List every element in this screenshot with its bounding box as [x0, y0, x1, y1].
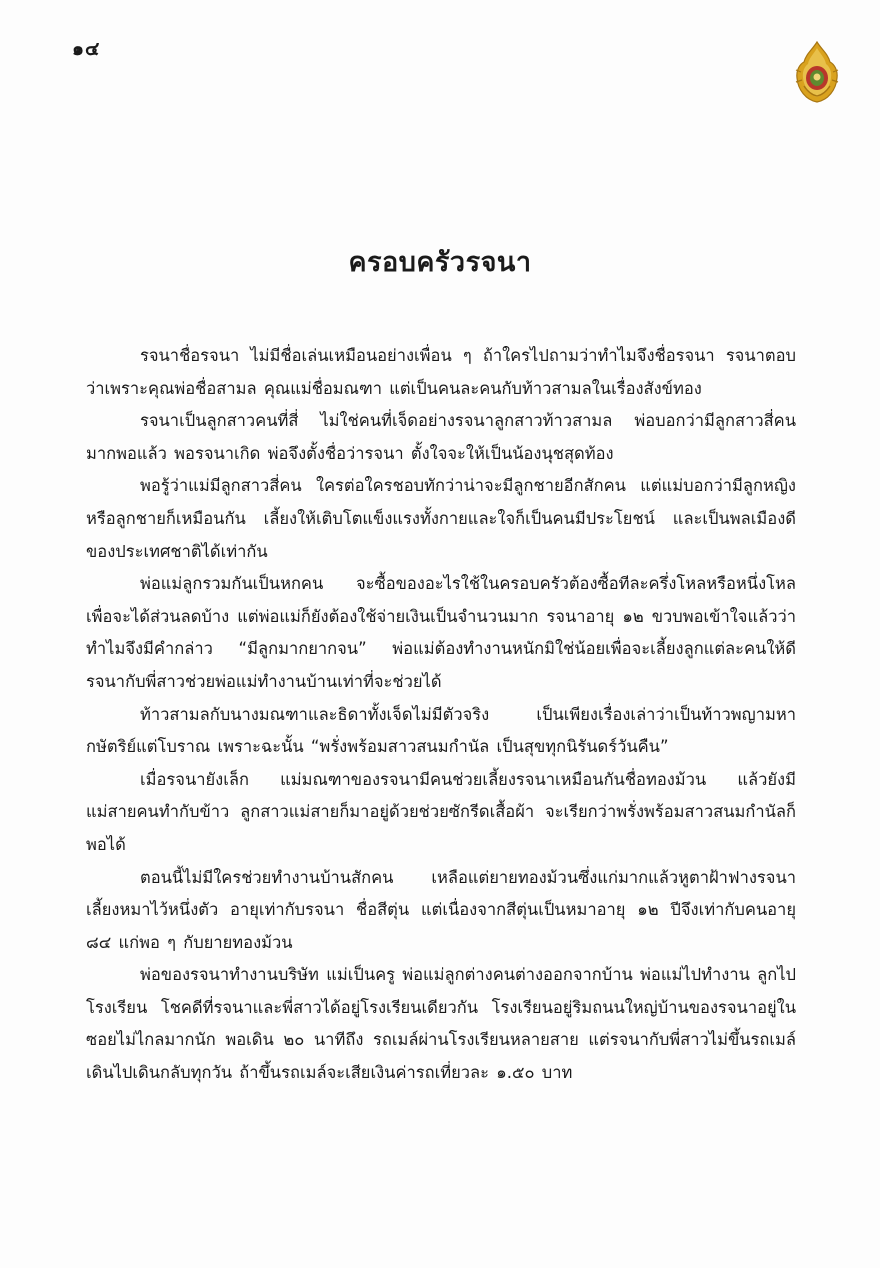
- paragraph: รจนาชื่อรจนา ไม่มีชื่อเล่นเหมือนอย่างเพื่อน ๆ ถ้าใครไปถามว่าทำไมจึงชื่อรจนา รจนาตอบว่าเพราะคุณพ่อชื่อสามล คุณแม่ชื่อมณฑา แต่เป็นคนละคนกับท้าวสามลในเรื่องสังข์ทอง: [86, 346, 796, 398]
- school-emblem-icon: [792, 40, 842, 104]
- paragraph: พ่อของรจนาทำงานบริษัท แม่เป็นครู พ่อแม่ลูกต่างคนต่างออกจากบ้าน พ่อแม่ไปทำงาน ลูกไปโรงเรียน โชคดีที่รจนาและพี่สาวได้อยู่โรงเรียนเดียวกัน โรงเรียนอยู่ริมถนนใหญ่บ้านของรจนาอยู่ในซอยไม่ไกลมากนัก พอเดิน ๒๐ นาทีถึง รถเมล์ผ่านโรงเรียนหลายสาย แต่รจนากับพี่สาวไม่ขึ้นรถเมล์ เดินไปเดินกลับทุกวัน ถ้าขึ้นรถเมล์จะเสียเงินค่ารถเที่ยวละ ๑.๕๐ บาท: [86, 965, 796, 1083]
- paragraph: เมื่อรจนายังเล็ก แม่มณฑาของรจนามีคนช่วยเลี้ยงรจนาเหมือนกันชื่อทองม้วน แล้วยังมีแม่สายคนทำกับข้าว ลูกสาวแม่สายก็มาอยู่ด้วยช่วยซักรีดเสื้อผ้า จะเรียกว่าพรั่งพร้อมสาวสนมกำนัลก็พอได้: [86, 769, 796, 854]
- page-number: ๑๔: [72, 38, 101, 60]
- body-text: [86, 340, 796, 1090]
- paragraph: ตอนนี้ไม่มีใครช่วยทำงานบ้านสักคน เหลือแต่ยายทองม้วนซึ่งแก่มากแล้วหูตาฝ้าฟางรจนาเลี้ยงหมาไว้หนึ่งตัว อายุเท่ากับรจนา ชื่อสีตุ่น แต่เนื่องจากสีตุ่นเป็นหมาอายุ ๑๒ ปีจึงเท่ากับคนอายุ ๘๔ แก่พอ ๆ กับยายทองม้วน: [86, 867, 796, 952]
- paragraph: พ่อแม่ลูกรวมกันเป็นหกคน จะซื้อของอะไรใช้ในครอบครัวต้องซื้อทีละครึ่งโหลหรือหนึ่งโหลเพื่อจะได้ส่วนลดบ้าง แต่พ่อแม่ก็ยังต้องใช้จ่ายเงินเป็นจำนวนมาก รจนาอายุ ๑๒ ขวบพอเข้าใจแล้วว่าทำไมจึงมีคำกล่าว “มีลูกมากยากจน” พ่อแม่ต้องทำงานหนักมิใช่น้อยเพื่อจะเลี้ยงลูกแต่ละคนให้ดี รจนากับพี่สาวช่วยพ่อแม่ทำงานบ้านเท่าที่จะช่วยได้: [86, 574, 796, 691]
- chapter-title: ครอบครัวรจนา: [348, 247, 532, 278]
- paragraph: ท้าวสามลกับนางมณฑาและธิดาทั้งเจ็ดไม่มีตัวจริง เป็นเพียงเรื่องเล่าว่าเป็นท้าวพญามหากษัตริย์แต่โบราณ เพราะฉะนั้น “พรั่งพร้อมสาวสนมกำนัล เป็นสุขทุกนิรันดร์วันคืน”: [86, 704, 796, 757]
- paragraph: รจนาเป็นลูกสาวคนที่สี่ ไม่ใช่คนที่เจ็ดอย่างรจนาลูกสาวท้าวสามล พ่อบอกว่ามีลูกสาวสี่คนมากพอแล้ว พอรจนาเกิด พ่อจึงตั้งชื่อว่ารจนา ตั้งใจจะให้เป็นน้องนุชสุดท้อง: [86, 411, 796, 463]
- paragraph: พอรู้ว่าแม่มีลูกสาวสี่คน ใครต่อใครชอบทักว่าน่าจะมีลูกชายอีกสักคน แต่แม่บอกว่ามีลูกหญิงหรือลูกชายก็เหมือนกัน เลี้ยงให้เติบโตแข็งแรงทั้งกายและใจก็เป็นคนมีประโยชน์ และเป็นพลเมืองดีของประเทศชาติได้เท่ากัน: [86, 476, 796, 561]
